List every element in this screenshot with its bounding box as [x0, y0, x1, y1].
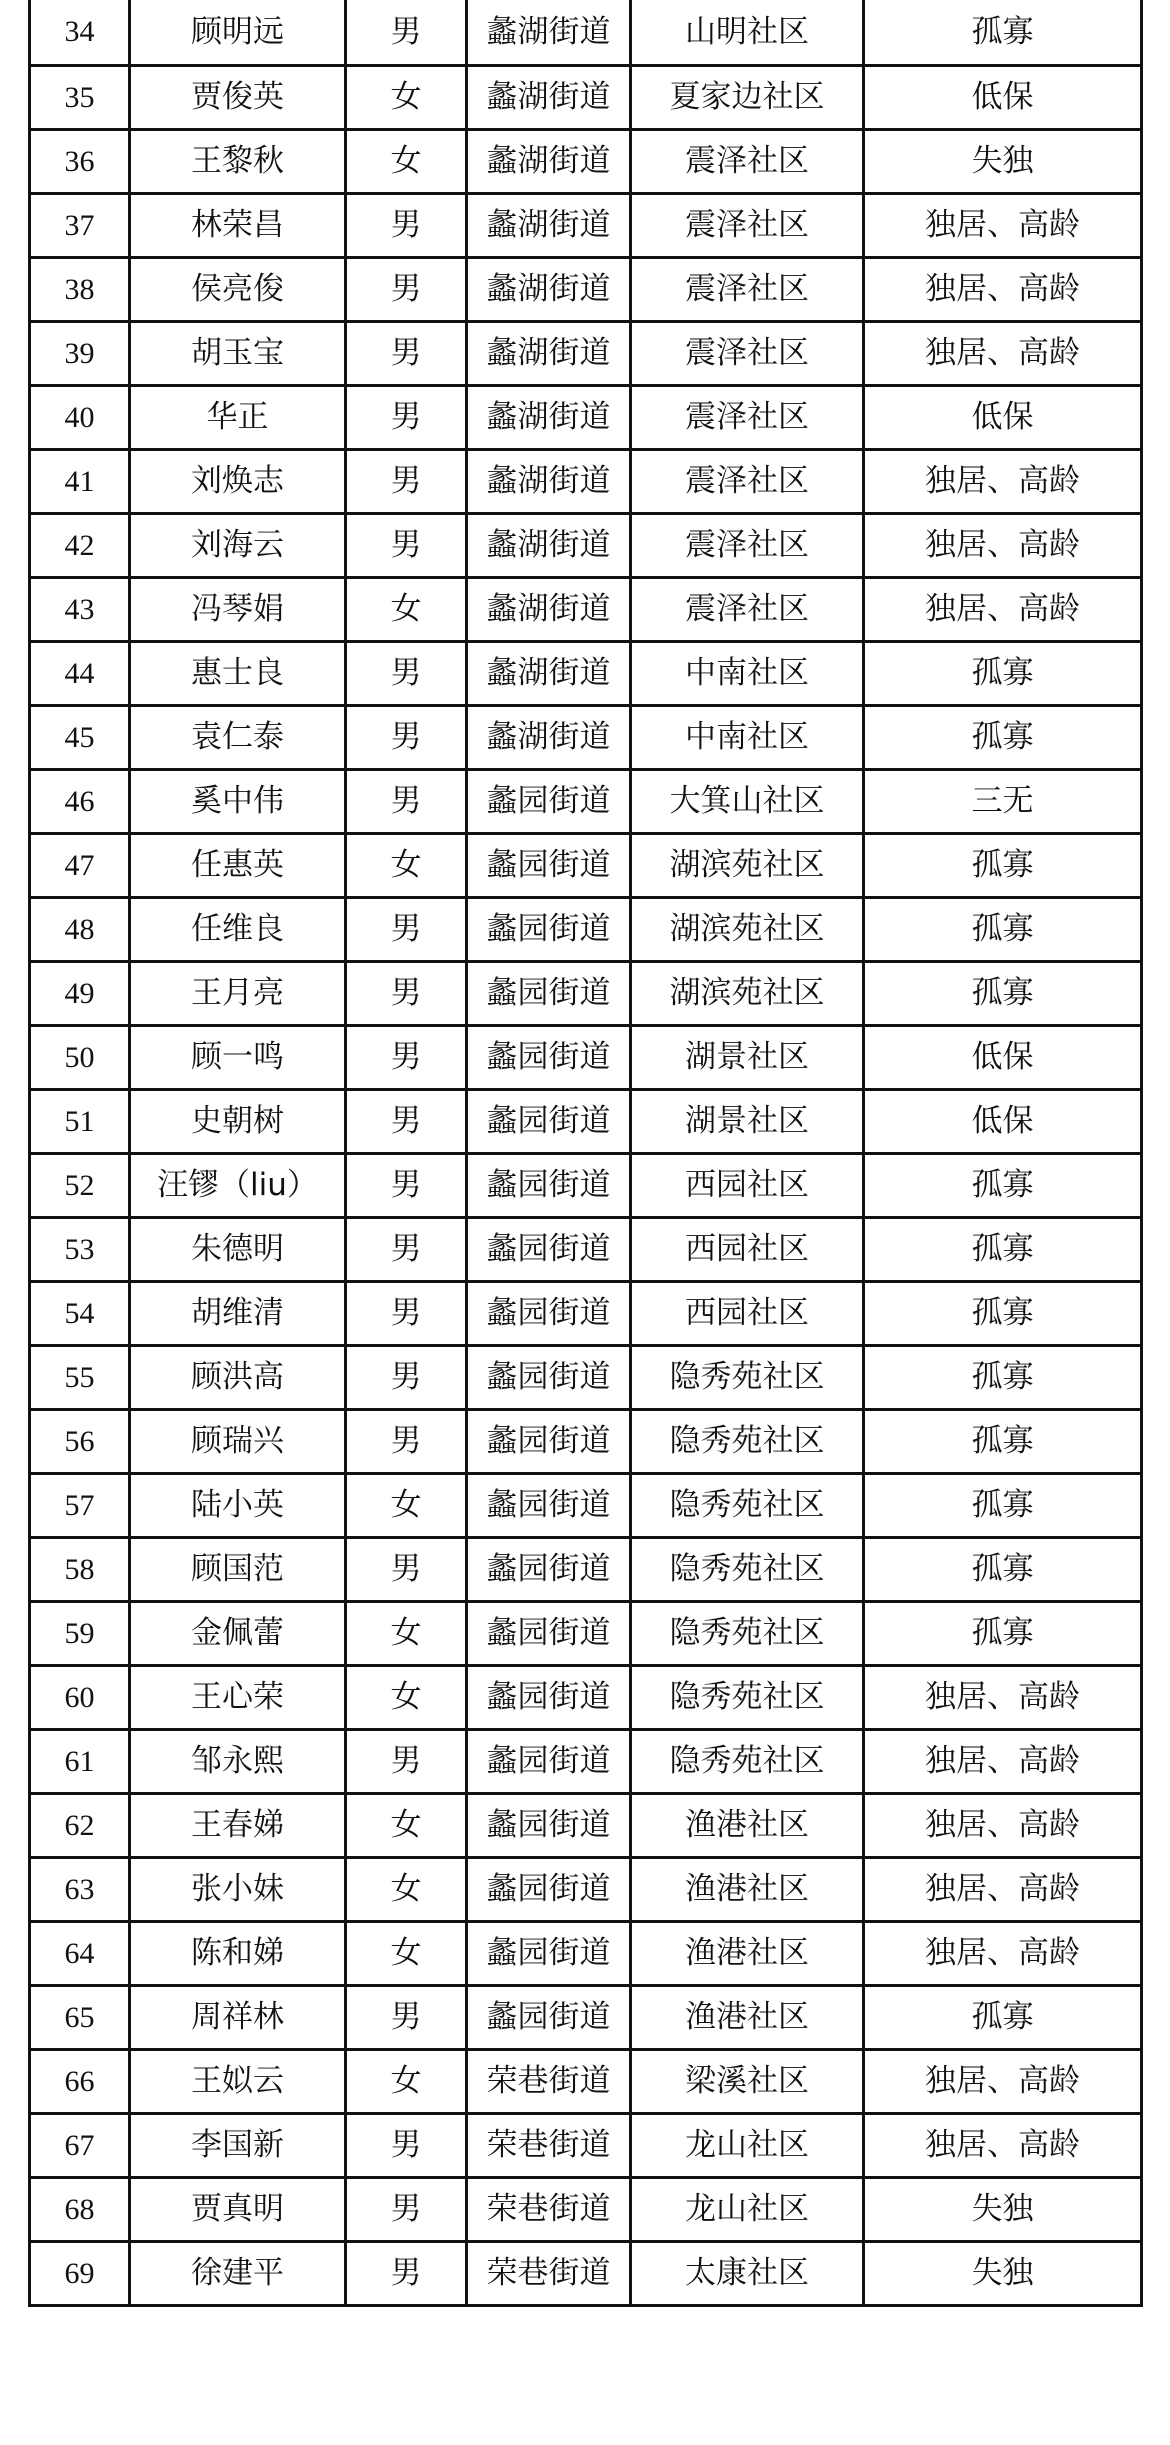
name-cell: 王黎秋 — [130, 130, 346, 194]
community-cell: 震泽社区 — [631, 514, 864, 578]
category-cell: 独居、高龄 — [864, 450, 1142, 514]
serial-number-cell: 51 — [30, 1090, 130, 1154]
street-cell: 蠡湖街道 — [467, 194, 631, 258]
name-cell: 胡维清 — [130, 1282, 346, 1346]
community-cell: 西园社区 — [631, 1218, 864, 1282]
name-cell: 顾明远 — [130, 0, 346, 66]
table-row — [30, 258, 1142, 322]
serial-number-cell: 66 — [30, 2050, 130, 2114]
name-cell: 刘海云 — [130, 514, 346, 578]
serial-number-cell: 54 — [30, 1282, 130, 1346]
street-cell: 蠡园街道 — [467, 1026, 631, 1090]
community-cell: 隐秀苑社区 — [631, 1410, 864, 1474]
gender-cell: 女 — [346, 1602, 467, 1666]
table-row — [30, 1730, 1142, 1794]
serial-number-cell: 68 — [30, 2178, 130, 2242]
serial-number-cell: 65 — [30, 1986, 130, 2050]
category-cell: 独居、高龄 — [864, 2050, 1142, 2114]
table-row — [30, 1218, 1142, 1282]
serial-number-cell: 46 — [30, 770, 130, 834]
table-row — [30, 1026, 1142, 1090]
name-cell: 徐建平 — [130, 2242, 346, 2306]
name-cell: 史朝树 — [130, 1090, 346, 1154]
table-row — [30, 514, 1142, 578]
street-cell: 蠡园街道 — [467, 1922, 631, 1986]
gender-cell: 男 — [346, 898, 467, 962]
table-row — [30, 1666, 1142, 1730]
name-cell: 林荣昌 — [130, 194, 346, 258]
gender-cell: 男 — [346, 1346, 467, 1410]
street-cell: 荣巷街道 — [467, 2114, 631, 2178]
table-row — [30, 706, 1142, 770]
street-cell: 蠡园街道 — [467, 1602, 631, 1666]
table-row — [30, 578, 1142, 642]
category-cell: 孤寡 — [864, 0, 1142, 66]
category-cell: 失独 — [864, 2242, 1142, 2306]
street-cell: 荣巷街道 — [467, 2050, 631, 2114]
serial-number-cell: 47 — [30, 834, 130, 898]
table-row — [30, 2050, 1142, 2114]
street-cell: 蠡园街道 — [467, 962, 631, 1026]
serial-number-cell: 38 — [30, 258, 130, 322]
serial-number-cell: 58 — [30, 1538, 130, 1602]
street-cell: 蠡园街道 — [467, 770, 631, 834]
gender-cell: 男 — [346, 450, 467, 514]
serial-number-cell: 52 — [30, 1154, 130, 1218]
street-cell: 荣巷街道 — [467, 2178, 631, 2242]
community-cell: 西园社区 — [631, 1282, 864, 1346]
street-cell: 蠡园街道 — [467, 1090, 631, 1154]
table-row — [30, 66, 1142, 130]
category-cell: 低保 — [864, 1090, 1142, 1154]
community-cell: 震泽社区 — [631, 194, 864, 258]
street-cell: 蠡湖街道 — [467, 514, 631, 578]
table-row — [30, 1282, 1142, 1346]
serial-number-cell: 43 — [30, 578, 130, 642]
table-row — [30, 1922, 1142, 1986]
serial-number-cell: 67 — [30, 2114, 130, 2178]
category-cell: 独居、高龄 — [864, 258, 1142, 322]
community-cell: 隐秀苑社区 — [631, 1666, 864, 1730]
name-cell: 顾一鸣 — [130, 1026, 346, 1090]
table-row — [30, 322, 1142, 386]
community-cell: 渔港社区 — [631, 1986, 864, 2050]
table-row — [30, 1346, 1142, 1410]
roster-table-body — [30, 0, 1142, 2306]
serial-number-cell: 49 — [30, 962, 130, 1026]
street-cell: 蠡湖街道 — [467, 130, 631, 194]
name-cell: 张小妹 — [130, 1858, 346, 1922]
serial-number-cell: 53 — [30, 1218, 130, 1282]
name-cell: 王春娣 — [130, 1794, 346, 1858]
table-row — [30, 386, 1142, 450]
table-row — [30, 1602, 1142, 1666]
category-cell: 孤寡 — [864, 834, 1142, 898]
name-cell: 奚中伟 — [130, 770, 346, 834]
table-row — [30, 450, 1142, 514]
gender-cell: 男 — [346, 386, 467, 450]
street-cell: 蠡湖街道 — [467, 386, 631, 450]
serial-number-cell: 57 — [30, 1474, 130, 1538]
community-cell: 震泽社区 — [631, 258, 864, 322]
gender-cell: 女 — [346, 834, 467, 898]
gender-cell: 男 — [346, 194, 467, 258]
name-cell: 王姒云 — [130, 2050, 346, 2114]
community-cell: 中南社区 — [631, 642, 864, 706]
community-cell: 震泽社区 — [631, 578, 864, 642]
community-cell: 隐秀苑社区 — [631, 1538, 864, 1602]
gender-cell: 男 — [346, 1090, 467, 1154]
category-cell: 孤寡 — [864, 1218, 1142, 1282]
community-cell: 中南社区 — [631, 706, 864, 770]
community-cell: 隐秀苑社区 — [631, 1602, 864, 1666]
street-cell: 蠡园街道 — [467, 1282, 631, 1346]
gender-cell: 男 — [346, 770, 467, 834]
street-cell: 蠡园街道 — [467, 1794, 631, 1858]
category-cell: 孤寡 — [864, 1346, 1142, 1410]
serial-number-cell: 34 — [30, 0, 130, 66]
community-cell: 渔港社区 — [631, 1922, 864, 1986]
community-cell: 龙山社区 — [631, 2178, 864, 2242]
gender-cell: 女 — [346, 1474, 467, 1538]
gender-cell: 男 — [346, 1986, 467, 2050]
serial-number-cell: 48 — [30, 898, 130, 962]
category-cell: 独居、高龄 — [864, 1794, 1142, 1858]
category-cell: 独居、高龄 — [864, 514, 1142, 578]
category-cell: 独居、高龄 — [864, 322, 1142, 386]
gender-cell: 女 — [346, 66, 467, 130]
roster-table — [28, 0, 1143, 2307]
serial-number-cell: 42 — [30, 514, 130, 578]
community-cell: 湖景社区 — [631, 1026, 864, 1090]
category-cell: 孤寡 — [864, 898, 1142, 962]
serial-number-cell: 69 — [30, 2242, 130, 2306]
serial-number-cell: 64 — [30, 1922, 130, 1986]
gender-cell: 男 — [346, 514, 467, 578]
street-cell: 蠡园街道 — [467, 1218, 631, 1282]
community-cell: 隐秀苑社区 — [631, 1730, 864, 1794]
gender-cell: 男 — [346, 1538, 467, 1602]
street-cell: 蠡园街道 — [467, 1474, 631, 1538]
name-cell: 刘焕志 — [130, 450, 346, 514]
serial-number-cell: 39 — [30, 322, 130, 386]
gender-cell: 男 — [346, 1154, 467, 1218]
gender-cell: 男 — [346, 258, 467, 322]
serial-number-cell: 50 — [30, 1026, 130, 1090]
category-cell: 独居、高龄 — [864, 2114, 1142, 2178]
name-cell: 陈和娣 — [130, 1922, 346, 1986]
community-cell: 太康社区 — [631, 2242, 864, 2306]
name-cell: 胡玉宝 — [130, 322, 346, 386]
category-cell: 孤寡 — [864, 1538, 1142, 1602]
table-row — [30, 1474, 1142, 1538]
name-cell: 华正 — [130, 386, 346, 450]
table-row — [30, 1858, 1142, 1922]
street-cell: 蠡湖街道 — [467, 578, 631, 642]
gender-cell: 女 — [346, 578, 467, 642]
name-cell: 邹永熙 — [130, 1730, 346, 1794]
community-cell: 湖滨苑社区 — [631, 834, 864, 898]
community-cell: 震泽社区 — [631, 322, 864, 386]
table-row — [30, 834, 1142, 898]
category-cell: 孤寡 — [864, 1410, 1142, 1474]
category-cell: 独居、高龄 — [864, 578, 1142, 642]
category-cell: 失独 — [864, 2178, 1142, 2242]
table-row — [30, 2178, 1142, 2242]
gender-cell: 男 — [346, 322, 467, 386]
community-cell: 隐秀苑社区 — [631, 1346, 864, 1410]
gender-cell: 男 — [346, 0, 467, 66]
gender-cell: 男 — [346, 642, 467, 706]
category-cell: 独居、高龄 — [864, 1730, 1142, 1794]
gender-cell: 女 — [346, 2050, 467, 2114]
community-cell: 龙山社区 — [631, 2114, 864, 2178]
street-cell: 蠡园街道 — [467, 834, 631, 898]
table-row — [30, 642, 1142, 706]
serial-number-cell: 45 — [30, 706, 130, 770]
gender-cell: 男 — [346, 2242, 467, 2306]
category-cell: 独居、高龄 — [864, 194, 1142, 258]
community-cell: 渔港社区 — [631, 1794, 864, 1858]
street-cell: 蠡湖街道 — [467, 706, 631, 770]
category-cell: 低保 — [864, 66, 1142, 130]
community-cell: 梁溪社区 — [631, 2050, 864, 2114]
gender-cell: 男 — [346, 706, 467, 770]
name-cell: 袁仁泰 — [130, 706, 346, 770]
table-row — [30, 1538, 1142, 1602]
serial-number-cell: 56 — [30, 1410, 130, 1474]
category-cell: 独居、高龄 — [864, 1666, 1142, 1730]
street-cell: 蠡湖街道 — [467, 0, 631, 66]
name-cell: 惠士良 — [130, 642, 346, 706]
name-cell: 贾真明 — [130, 2178, 346, 2242]
name-cell: 李国新 — [130, 2114, 346, 2178]
serial-number-cell: 37 — [30, 194, 130, 258]
gender-cell: 女 — [346, 1666, 467, 1730]
table-row — [30, 1986, 1142, 2050]
community-cell: 西园社区 — [631, 1154, 864, 1218]
gender-cell: 男 — [346, 1410, 467, 1474]
serial-number-cell: 41 — [30, 450, 130, 514]
name-cell: 金佩蕾 — [130, 1602, 346, 1666]
street-cell: 蠡湖街道 — [467, 450, 631, 514]
gender-cell: 男 — [346, 1282, 467, 1346]
street-cell: 蠡湖街道 — [467, 258, 631, 322]
table-row — [30, 1090, 1142, 1154]
community-cell: 湖滨苑社区 — [631, 962, 864, 1026]
gender-cell: 女 — [346, 1922, 467, 1986]
serial-number-cell: 60 — [30, 1666, 130, 1730]
category-cell: 孤寡 — [864, 1986, 1142, 2050]
category-cell: 孤寡 — [864, 1154, 1142, 1218]
serial-number-cell: 55 — [30, 1346, 130, 1410]
category-cell: 独居、高龄 — [864, 1922, 1142, 1986]
serial-number-cell: 36 — [30, 130, 130, 194]
name-cell: 朱德明 — [130, 1218, 346, 1282]
community-cell: 山明社区 — [631, 0, 864, 66]
community-cell: 隐秀苑社区 — [631, 1474, 864, 1538]
name-cell: 汪镠（liu） — [130, 1154, 346, 1218]
table-row — [30, 1154, 1142, 1218]
name-cell: 王心荣 — [130, 1666, 346, 1730]
street-cell: 蠡园街道 — [467, 1986, 631, 2050]
table-row — [30, 194, 1142, 258]
table-row — [30, 2242, 1142, 2306]
table-row — [30, 962, 1142, 1026]
name-cell: 侯亮俊 — [130, 258, 346, 322]
street-cell: 蠡湖街道 — [467, 642, 631, 706]
category-cell: 三无 — [864, 770, 1142, 834]
serial-number-cell: 62 — [30, 1794, 130, 1858]
category-cell: 低保 — [864, 386, 1142, 450]
category-cell: 孤寡 — [864, 706, 1142, 770]
table-row — [30, 0, 1142, 66]
community-cell: 大箕山社区 — [631, 770, 864, 834]
community-cell: 湖景社区 — [631, 1090, 864, 1154]
community-cell: 震泽社区 — [631, 386, 864, 450]
category-cell: 低保 — [864, 1026, 1142, 1090]
table-row — [30, 1794, 1142, 1858]
name-cell: 贾俊英 — [130, 66, 346, 130]
street-cell: 蠡园街道 — [467, 1730, 631, 1794]
street-cell: 蠡湖街道 — [467, 66, 631, 130]
serial-number-cell: 40 — [30, 386, 130, 450]
table-row — [30, 2114, 1142, 2178]
name-cell: 顾瑞兴 — [130, 1410, 346, 1474]
street-cell: 荣巷街道 — [467, 2242, 631, 2306]
gender-cell: 男 — [346, 962, 467, 1026]
category-cell: 孤寡 — [864, 1282, 1142, 1346]
gender-cell: 女 — [346, 130, 467, 194]
serial-number-cell: 44 — [30, 642, 130, 706]
name-cell: 顾洪高 — [130, 1346, 346, 1410]
gender-cell: 男 — [346, 2114, 467, 2178]
category-cell: 独居、高龄 — [864, 1858, 1142, 1922]
table-row — [30, 1410, 1142, 1474]
gender-cell: 男 — [346, 2178, 467, 2242]
street-cell: 蠡园街道 — [467, 1538, 631, 1602]
serial-number-cell: 61 — [30, 1730, 130, 1794]
community-cell: 渔港社区 — [631, 1858, 864, 1922]
serial-number-cell: 63 — [30, 1858, 130, 1922]
name-cell: 陆小英 — [130, 1474, 346, 1538]
street-cell: 蠡湖街道 — [467, 322, 631, 386]
community-cell: 夏家边社区 — [631, 66, 864, 130]
gender-cell: 男 — [346, 1730, 467, 1794]
gender-cell: 女 — [346, 1858, 467, 1922]
category-cell: 失独 — [864, 130, 1142, 194]
category-cell: 孤寡 — [864, 1474, 1142, 1538]
table-row — [30, 898, 1142, 962]
street-cell: 蠡园街道 — [467, 1666, 631, 1730]
community-cell: 震泽社区 — [631, 130, 864, 194]
name-cell: 顾国范 — [130, 1538, 346, 1602]
category-cell: 孤寡 — [864, 1602, 1142, 1666]
serial-number-cell: 59 — [30, 1602, 130, 1666]
name-cell: 王月亮 — [130, 962, 346, 1026]
street-cell: 蠡园街道 — [467, 898, 631, 962]
name-cell: 任维良 — [130, 898, 346, 962]
street-cell: 蠡园街道 — [467, 1858, 631, 1922]
document-page — [28, 0, 1140, 2307]
name-cell: 周祥林 — [130, 1986, 346, 2050]
community-cell: 震泽社区 — [631, 450, 864, 514]
name-cell: 冯琴娟 — [130, 578, 346, 642]
name-cell: 任惠英 — [130, 834, 346, 898]
category-cell: 孤寡 — [864, 642, 1142, 706]
street-cell: 蠡园街道 — [467, 1410, 631, 1474]
table-row — [30, 130, 1142, 194]
serial-number-cell: 35 — [30, 66, 130, 130]
street-cell: 蠡园街道 — [467, 1154, 631, 1218]
gender-cell: 女 — [346, 1794, 467, 1858]
table-row — [30, 770, 1142, 834]
street-cell: 蠡园街道 — [467, 1346, 631, 1410]
community-cell: 湖滨苑社区 — [631, 898, 864, 962]
gender-cell: 男 — [346, 1218, 467, 1282]
category-cell: 孤寡 — [864, 962, 1142, 1026]
gender-cell: 男 — [346, 1026, 467, 1090]
